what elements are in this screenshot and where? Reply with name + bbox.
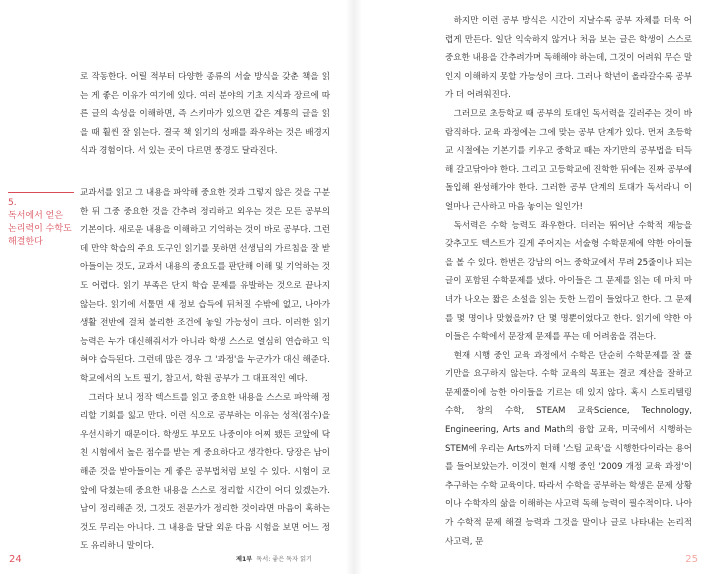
top-paragraph-block	[80, 68, 330, 161]
section-title: 독서에서 얻은 논리력이 수학도 해결한다	[8, 211, 72, 247]
paragraph: 그러므로 초등학교 때 공부의 토대인 독서력을 길러주는 것이 바람직하다. 교육 과정에는 그에 맞는 공부 단계가 있다. 먼저 초등학교 시절에는 기본기를 키우고 중학교 때는 자기만의 공부법을 터득해 갈고닦아야 한다. 그리고 고등학교에 진학한 뒤에는 진짜 공부에 돌입해 완성해가야 한다. 그러한 공부 단계의 토대가 독서라니 이 얼마나 근사하고 마음 놓이는 일인가!	[445, 108, 692, 212]
section-body	[80, 184, 330, 556]
paragraph: 교과서를 읽고 그 내용을 파악해 중요한 것과 그렇지 않은 것을 구분한 뒤 그중 중요한 것을 간추려 정리하고 외우는 것은 모든 공부의 기본이다. 새로운 내용을 이해하고 기억하는 것이 바로 공부다. 그런데 만약 학습의 주요 도구인 읽기를 못하면 선생님의 가르침을 잘 받아들이는 것도, 교과서 내용의 중요도를 판단해 이해 및 기억하는 것도 어렵다. 읽기 부족은 단지 학습 문제를 유발하는 것으로 끝나지 않는다. 읽기에 서툴면 새 정보 습득에 뒤처질 수밖에 없고, 나아가 생활 전반에 걸쳐 불리한 조건에 놓일 가능성이 크다. 이러한 읽기 능력은 누가 대신해줘서가 아니라 학생 스스로 열심히 연습하고 익혀야 습득된다. 그런데 많은 경우 그 '과정'을 누군가가 대신 해준다. 학교에서의 노트 필기, 참고서, 학원 공부가 그 대표적인 예다.	[80, 188, 330, 384]
page-number: 24	[9, 554, 22, 565]
paragraph: 하지만 이런 공부 방식은 시간이 지날수록 공부 자체를 더욱 어렵게 만든다. 일단 익숙하지 않거나 처음 보는 글은 학생이 스스로 중요한 내용을 간추려가며 독해해야 하는데, 그것이 어려워 무슨 말인지 이해하지 못할 가능성이 크다. 그러나 학년이 올라갈수록 공부가 더 어려워진다.	[445, 16, 692, 101]
section-heading	[8, 192, 74, 249]
right-body	[445, 12, 692, 551]
book-gutter-shadow	[346, 0, 362, 574]
paragraph: 로 작동한다. 어릴 적부터 다양한 종류의 서술 방식을 갖춘 책을 읽는 게 좋은 이유가 여기에 있다. 여러 분야의 기초 지식과 장르에 따른 글의 속성을 이해하면, 즉 스키마가 있으면 같은 계통의 글을 읽을 때 훨씬 잘 읽는다. 결국 책 읽기의 성패를 좌우하는 것은 배경지식과 경험이다. 서 있는 곳이 다르면 풍경도 달라진다.	[80, 72, 330, 157]
running-head	[236, 554, 312, 563]
paragraph: 그러다 보니 정작 텍스트를 읽고 중요한 내용을 스스로 파악해 정리할 기회를 잃고 만다. 이런 식으로 공부하는 이유는 성적(점수)을 우선시하기 때문이다. 학생도 부모도 나중이야 어찌 됐든 코앞에 닥친 시험에서 높은 점수를 받는 게 중요하다고 생각한다. 당장은 남이 해준 것을 받아들이는 게 좋은 공부법처럼 보일 수 있다. 시험이 코앞에 닥쳤는데 중요한 내용을 스스로 정리할 시간이 어디 있겠는가. 남이 정리해준 것, 그것도 전문가가 정리한 것이라면 마음이 혹하는 것도 무리는 아니다. 그 내용을 달달 외운 다음 시험을 보면 어느 정도 유리하니 말이다.	[80, 392, 330, 552]
running-head-title: 독서: 좋은 독자 읽기	[256, 556, 313, 563]
section-number: 5.	[8, 198, 17, 208]
running-head-part: 제1부	[236, 556, 253, 563]
right-page	[354, 0, 708, 574]
paragraph: 현재 시행 중인 교육 과정에서 수학은 단순히 수학문제를 잘 풀기만을 요구하지 않는다. 수학 교육의 목표는 결코 계산을 잘하고 문제풀이에 능한 아이들을 기르는 데 있지 않다. 혹시 스토리텔링 수학, 창의 수학, STEAM 교육Science, Technology, Engineering, Arts and Math의 융합 교육, 미국에서 시행하는 STEM에 우리는 Arts까지 더해 '스팀 교육'을 시행한다이라는 용어를 들어보았는가. 이것이 현재 시행 중인 '2009 개정 교육 과정'이 추구하는 수학 교육이다. 따라서 수학을 공부하는 학생은 문제 상황이나 수학자의 삶을 이해하는 사고력 독해 능력이 필수적이다. 나아가 수학적 문제 해결 능력과 그것을 말이나 글로 나타내는 논리적 사고력, 문	[445, 350, 692, 547]
page-number: 25	[685, 554, 698, 565]
paragraph: 독서력은 수학 능력도 좌우한다. 더러는 뛰어난 수학적 재능을 갖추고도 텍스트가 길게 주어지는 서술형 수학문제에 약한 아이들을 볼 수 있다. 한번은 강남의 어느 중학교에서 무려 25줄이나 되는 글이 포함된 수학문제를 냈다. 아이들은 그 문제를 읽는 데 마치 마녀가 나오는 짧은 소설을 읽는 듯한 느낌이 들었다고 한다. 그 문제를 몇 명이나 맞혔을까? 단 몇 명뿐이었다고 한다. 읽기에 약한 아이들은 수학에서 문장제 문제를 푸는 데 어려움을 겪는다.	[445, 220, 692, 343]
